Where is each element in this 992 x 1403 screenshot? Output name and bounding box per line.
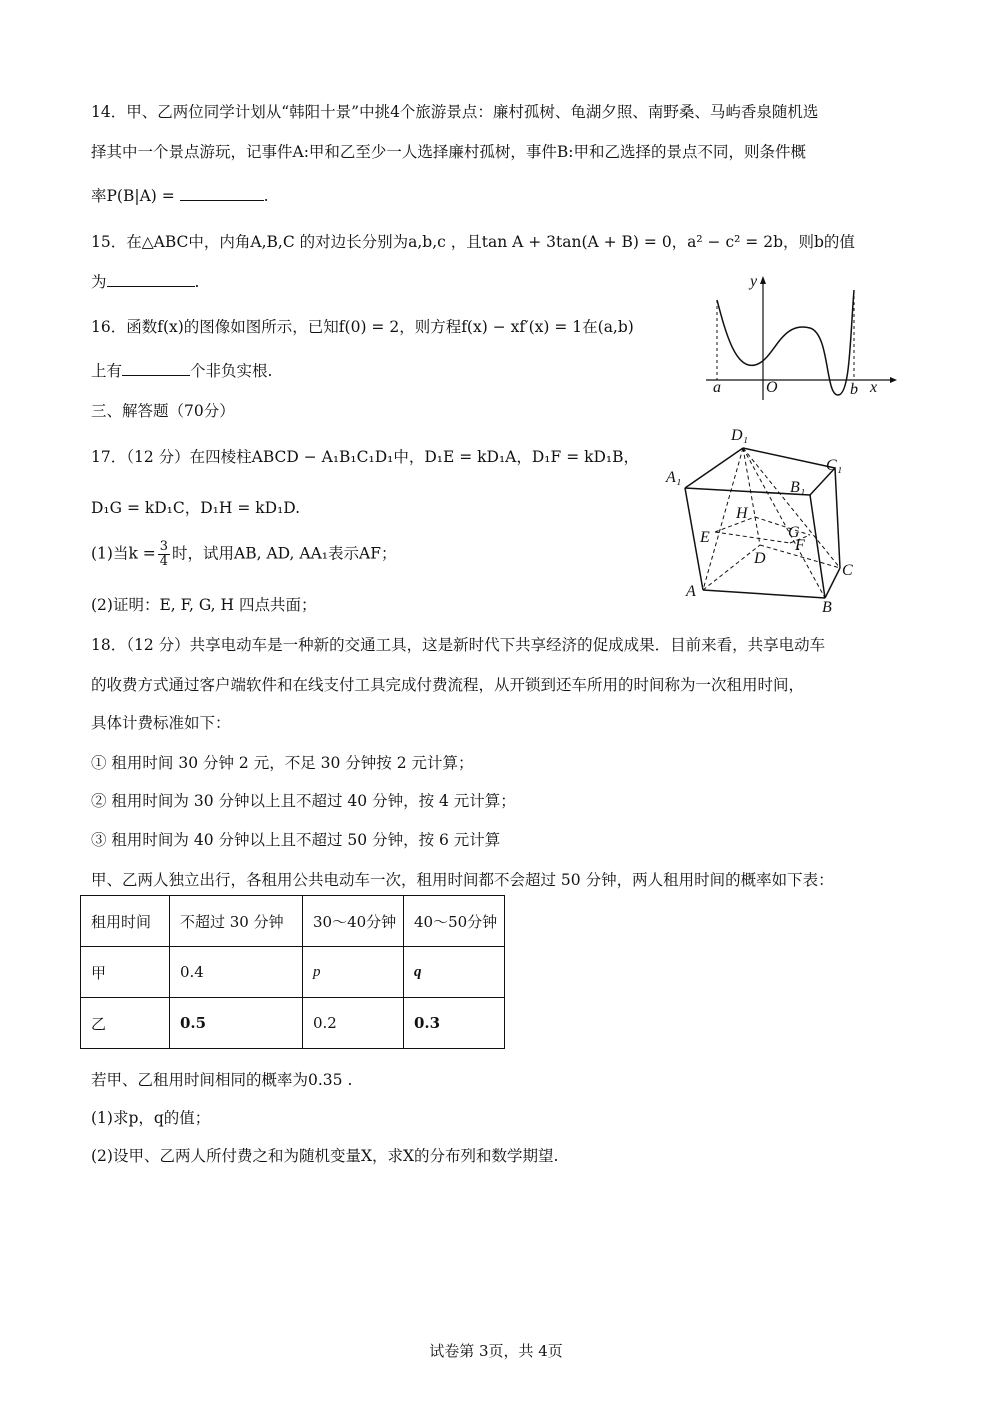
table-cell: 乙 bbox=[81, 998, 170, 1049]
prism-label-f: F bbox=[795, 537, 805, 554]
table-header-cell: 40～50分钟 bbox=[404, 896, 505, 947]
table-cell: q bbox=[404, 947, 505, 998]
q18-rule3: ③ 租用时间为 40 分钟以上且不超过 50 分钟，按 6 元计算 bbox=[91, 831, 501, 849]
table-header-cell: 不超过 30 分钟 bbox=[170, 896, 303, 947]
graph-a-label: a bbox=[713, 379, 721, 396]
fraction-3-4 bbox=[158, 540, 170, 569]
prism-label-b: B bbox=[822, 599, 832, 616]
graph-b-label: b bbox=[850, 381, 858, 398]
table-row bbox=[81, 947, 505, 998]
q14-line1: 14．甲、乙两位同学计划从“韩阳十景”中挑4个旅游景点：廉村孤树、龟湖夕照、南野桑、马屿香泉随机选 bbox=[91, 103, 819, 121]
q16-answer-blank bbox=[122, 374, 190, 376]
prism-label-h: H bbox=[736, 505, 748, 522]
graph-y-arrow-icon bbox=[760, 276, 766, 284]
graph-x-label: x bbox=[870, 379, 878, 396]
prism-label-c1: C₁ bbox=[826, 457, 843, 474]
q15-end: . bbox=[194, 273, 200, 291]
table-cell: 0.4 bbox=[170, 947, 303, 998]
prism-label-g: G bbox=[788, 524, 800, 541]
q14-line3-text: 率P(B|A) = bbox=[91, 187, 180, 205]
q18-line1: 18．（12 分）共享电动车是一种新的交通工具，这是新时代下共享经济的促成成果．目前来看，共享电动车 bbox=[91, 636, 826, 654]
prism-figure bbox=[660, 420, 860, 620]
graph-curve bbox=[717, 290, 854, 395]
q15-line2-text: 为 bbox=[91, 273, 107, 291]
fraction-num: 3 bbox=[159, 539, 169, 554]
page-footer: 试卷第 3页，共 4页 bbox=[429, 1342, 563, 1360]
q15-line1: 15．在△ABC中，内角A,B,C 的对边长分别为a,b,c ，且tan A + 3tan(A + B) = 0，a² − c² = 2b，则b的值 bbox=[91, 233, 855, 251]
section3-heading: 三、解答题（70分） bbox=[91, 402, 235, 420]
fraction-den: 4 bbox=[159, 554, 169, 569]
graph-y-label: y bbox=[750, 273, 758, 290]
q15-answer-blank bbox=[107, 285, 195, 287]
table-cell: 0.2 bbox=[303, 998, 404, 1049]
q14-line2: 择其中一个景点游玩，记事件A:甲和乙至少一人选择廉村孤树，事件B:甲和乙选择的景点不同，则条件概 bbox=[91, 143, 807, 161]
q18-intro: 甲、乙两人独立出行，各租用公共电动车一次，租用时间都不会超过 50 分钟，两人租用时间的概率如下表： bbox=[91, 871, 834, 889]
q18-part1: (1)求p，q的值； bbox=[91, 1109, 211, 1127]
table-header-cell: 租用时间 bbox=[81, 896, 170, 947]
graph-x-arrow-icon bbox=[890, 377, 897, 383]
q16-line2-post: 个非负实根. bbox=[190, 362, 273, 380]
prism-label-e: E bbox=[700, 529, 710, 546]
prism-label-b1: B₁ bbox=[790, 479, 806, 496]
prism-label-d: D bbox=[754, 550, 766, 567]
prism-label-d1: D₁ bbox=[731, 427, 749, 444]
q18-rule2: ② 租用时间为 30 分钟以上且不超过 40 分钟，按 4 元计算； bbox=[91, 792, 516, 810]
q14-line3 bbox=[91, 184, 269, 206]
q17-part2: (2)证明：E, F, G, H 四点共面； bbox=[91, 596, 317, 614]
q16-line2-pre: 上有 bbox=[91, 362, 123, 380]
table-cell: 0.3 bbox=[404, 998, 505, 1049]
q15-line2 bbox=[91, 270, 199, 292]
q18-given: 若甲、乙租用时间相同的概率为0.35 . bbox=[91, 1071, 353, 1089]
prism-label-a1: A₁ bbox=[666, 469, 682, 486]
q17-line1: 17．（12 分）在四棱柱ABCD − A₁B₁C₁D₁中，D₁E = kD₁A，D₁F = kD₁B， bbox=[91, 448, 640, 466]
q17-part1-pre: (1)当k = bbox=[91, 544, 156, 563]
prism-label-c: C bbox=[842, 562, 853, 579]
q16-line2 bbox=[91, 359, 272, 381]
table-row bbox=[81, 998, 505, 1049]
q18-line2: 的收费方式通过客户端软件和在线支付工具完成付费流程，从开锁到还车所用的时间称为一次租用时间， bbox=[91, 676, 805, 694]
q14-answer-blank bbox=[180, 199, 264, 201]
q18-line3: 具体计费标准如下： bbox=[91, 714, 231, 732]
q14-end: . bbox=[263, 187, 269, 205]
probability-table bbox=[80, 895, 505, 1049]
q17-part1-post: 时，试用AB, AD, AA₁表示AF； bbox=[172, 544, 397, 563]
prism-label-a: A bbox=[686, 583, 696, 600]
table-cell: 0.5 bbox=[170, 998, 303, 1049]
graph-origin-label: O bbox=[766, 379, 778, 396]
function-graph bbox=[700, 270, 900, 410]
q18-rule1: ① 租用时间 30 分钟 2 元，不足 30 分钟按 2 元计算； bbox=[91, 754, 474, 772]
table-header-row bbox=[81, 896, 505, 947]
q17-line2: D₁G = kD₁C，D₁H = kD₁D. bbox=[91, 499, 301, 517]
table-cell: p bbox=[303, 947, 404, 998]
q16-line1: 16．函数f(x)的图像如图所示，已知f(0) = 2，则方程f(x) − xf′(x) = 1在(a,b) bbox=[91, 318, 634, 336]
q18-part2: (2)设甲、乙两人所付费之和为随机变量X，求X的分布列和数学期望. bbox=[91, 1147, 559, 1165]
table-cell: 甲 bbox=[81, 947, 170, 998]
table-header-cell: 30～40分钟 bbox=[303, 896, 404, 947]
q17-part1 bbox=[91, 540, 396, 569]
